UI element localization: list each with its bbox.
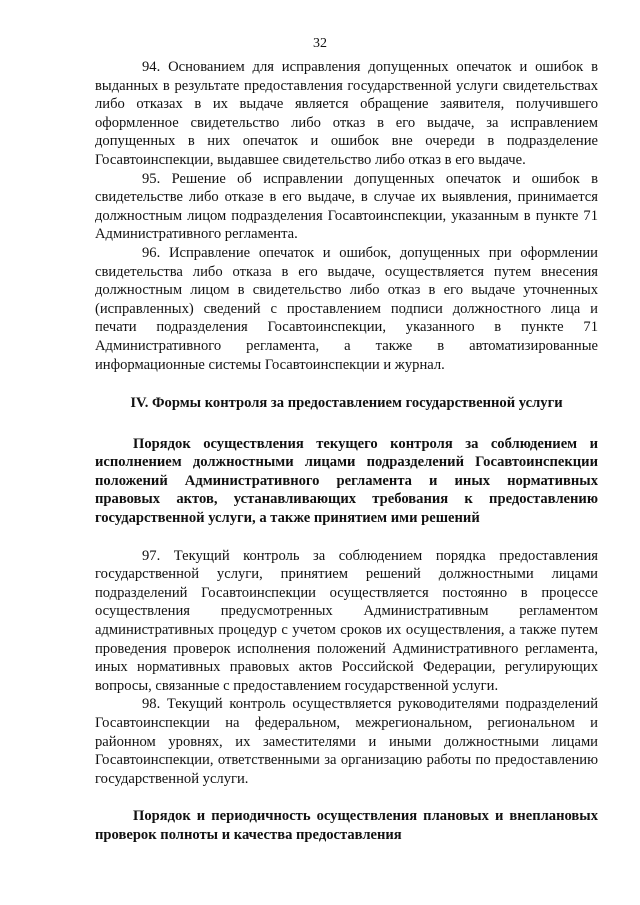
paragraph-98: 98. Текущий контроль осуществляется руководителями подразделений Госавтоинспекции на федеральном, межрегиональном, региональном и районном уровнях, их заместителями и иными должностными лицами Госавтоинспекции, ответственными за организацию работы по предоставлению государственной услуги.: [95, 696, 598, 787]
spacer: [95, 788, 598, 807]
paragraph-97: 97. Текущий контроль за соблюдением порядка предоставления государственной услуги, принятием решений должностными лицами подразделений Госавтоинспекции осуществляется постоянно в процессе осуществления предусмотренных Административным регламентом административных процедур с учетом сроков их осуществления, а также путем проведения проверок исполнения положений Административного регламента, иных нормативных правовых актов Российской Федерации, регулирующих вопросы, связанные с предоставлением государственной услуги.: [95, 547, 598, 694]
paragraph-95: 95. Решение об исправлении допущенных опечаток и ошибок в свидетельстве либо отказе в его выдаче, в случае их выявления, принимается должностным лицом подразделения Госавтоинспекции, указанным в пункте 71 Административного регламента.: [95, 170, 598, 243]
subheading-inspections: Порядок и периодичность осуществления плановых и внеплановых проверок полноты и качества предоставления: [95, 808, 598, 843]
paragraph-96: 96. Исправление опечаток и ошибок, допущенных при оформлении свидетельства либо отказа в его выдаче, осуществляется путем внесения должностным лицом в свидетельство либо отказ в его выдаче уточненных (исправленных) сведений с проставлением подписи должностного лица и печати подразделения Госавтоинспекции, указанного в пункте 71 Административного регламента, а также в автоматизированные информационные системы Госавтоинспекции и журнал.: [95, 244, 598, 373]
subheading-current-control: Порядок осуществления текущего контроля за соблюдением и исполнением должностными лицами подразделений Госавтоинспекции положений Административного регламента и иных нормативных правовых актов, устанавливающих требования к предоставлению государственной услуги, а также принятием ими решений: [95, 435, 598, 527]
page-content: [95, 58, 598, 845]
paragraph-94: 94. Основанием для исправления допущенных опечаток и ошибок в выданных в результате предоставления государственной услуги свидетельствах либо отказах в их выдаче является обращение заявителя, получившего оформленное свидетельство либо отказ в его выдаче, за исправлением допущенных в них опечаток и ошибок вне очереди в подразделение Госавтоинспекции, выдавшее свидетельство либо отказ в его выдаче.: [95, 59, 598, 168]
section-heading: IV. Формы контроля за предоставлением государственной услуги: [130, 395, 563, 412]
spacer: [95, 528, 598, 547]
page-number: 32: [313, 36, 327, 51]
